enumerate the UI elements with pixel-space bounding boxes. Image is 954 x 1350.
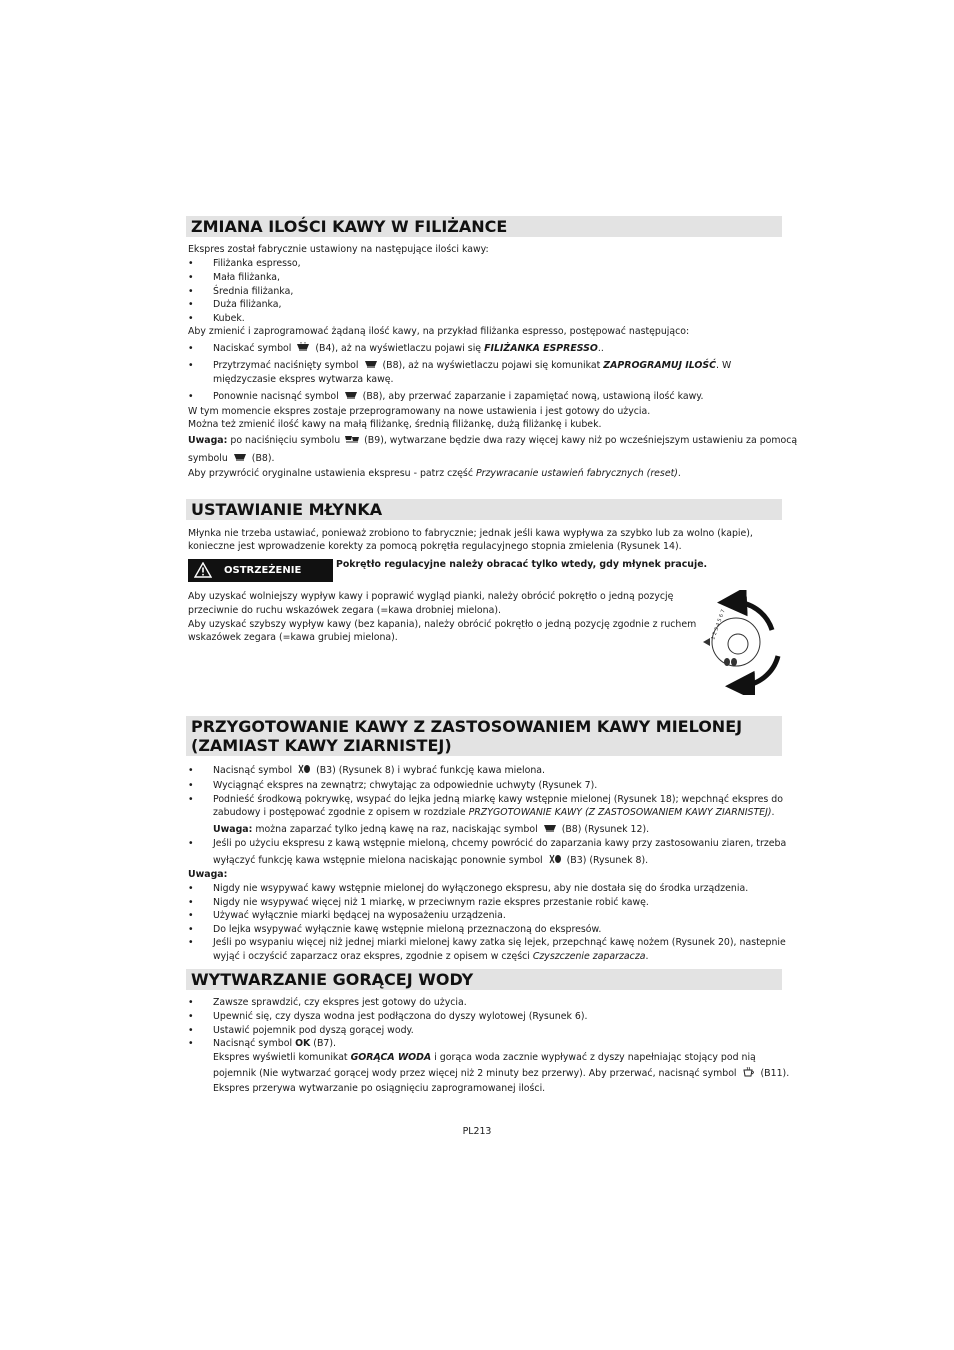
bullet: • [188, 997, 194, 1008]
note-item: Nigdy nie wsypywać kawy wstępnie mielonej do wyłączonego ekspresu, aby nie dostała się do środka urządzenia. [213, 883, 749, 894]
list-item: Filiżanka espresso, [213, 258, 301, 269]
section-reference: Czyszczenie zaparzacza [532, 951, 646, 962]
grinder-fast-2: wskazówek zegara (=kawa grubiej mielona). [188, 632, 398, 643]
ground-step-3: Podnieść środkową pokrywkę, wsypać do lejka jedną miarkę kawy wstępnie mielonej (Rysunek 18); wepchnąć ekspres do [213, 794, 783, 805]
bullet: • [188, 897, 194, 908]
bullet: • [188, 360, 194, 371]
hot-water-icon [742, 1067, 756, 1077]
ground-step-4: Jeśli po użyciu ekspresu z kawą wstępnie mieloną, chcemy powrócić do zaparzania kawy przy zastosowaniu ziaren, trzeba [213, 838, 787, 849]
step-text: (B7). [313, 1038, 336, 1049]
after-text-2: Można też zmienić ilość kawy na małą filiżankę, średnią filiżankę, dużą filiżankę i kubek. [188, 419, 602, 430]
bullet: • [188, 765, 194, 776]
bullet: • [188, 313, 194, 324]
note-text: wyjąć i oczyścić zaparzacz oraz ekspres, zgodnie z opisem w części [213, 951, 530, 962]
reset-text-part: Aby przywrócić oryginalne ustawienia ekspresu - patrz część [188, 468, 473, 479]
list-item: Duża filiżanka, [213, 299, 282, 310]
note-text: po naciśnięciu symbolu [230, 435, 341, 446]
bullet: • [188, 1025, 194, 1036]
note-item: Jeśli po wsypaniu więcej niż jednej miarki mielonej kawy zatka się lejek, przepchnąć kawę nożem (Rysunek 20), nastepnie [213, 937, 786, 948]
note-text: . [645, 951, 649, 962]
bullet: • [188, 838, 194, 849]
bullet: • [188, 1038, 194, 1049]
note-item: Nigdy nie wsypywać więcej niż 1 miarkę, w przeciwnym razie ekspres przestanie robić kawę. [213, 897, 649, 908]
note-label: Uwaga: [188, 435, 228, 446]
step-text: zabudowy i postępować zgodnie z opisem w rozdziale [213, 807, 466, 818]
heading-line-2: (ZAMIAST KAWY ZIARNISTEJ) [191, 736, 452, 755]
ok-label: OK [295, 1038, 311, 1049]
bullet: • [188, 794, 194, 805]
step-text: Nacisnąć symbol [213, 1038, 293, 1049]
water-cont-3: Ekspres przerywa wytwarzanie po osiągnięciu zaprogramowanej ilości. [213, 1083, 546, 1094]
ground-coffee-icon [548, 854, 562, 864]
bullet: • [188, 272, 194, 283]
warning-triangle-icon [194, 562, 212, 578]
step-text: (B4), aż na wyświetlaczu pojawi się [315, 343, 482, 354]
warning-label: OSTRZEŻENIE [224, 565, 302, 576]
reset-text [188, 467, 681, 481]
note-text: symbolu [188, 453, 228, 464]
step-text: . W [716, 360, 732, 371]
bullet: • [188, 924, 194, 935]
grinder-dial-icon [700, 590, 790, 695]
water-step-3: Ustawić pojemnik pod dyszą gorącej wody. [213, 1025, 414, 1036]
bullet: • [188, 299, 194, 310]
bullet: • [188, 258, 194, 269]
warning-box [188, 559, 333, 582]
step-text: (B8), aż na wyświetlaczu pojawi się komunikat [382, 360, 601, 371]
step-3 [213, 390, 703, 404]
step-text: wyłączyć funkcję kawa wstępnie mielona naciskając ponownie symbol [213, 855, 543, 866]
step-text: pojemnik (Nie wytwarzać gorącej wody przez więcej niż 2 minuty bez przerwy). Aby przerwać, nacisnąć symbol [213, 1068, 737, 1079]
espresso-cup-icon [296, 342, 310, 352]
chapter-reference: PRZYGOTOWANIE KAWY (Z ZASTOSOWANIEM KAWY ZIARNISTEJ) [468, 807, 772, 818]
ground-step-4-cont [213, 854, 648, 868]
note-text: (B8). [251, 453, 275, 464]
note-double-coffee-cont [188, 452, 274, 466]
espresso-cup-icon [344, 390, 358, 400]
step-text: Ekspres wyświetli komunikat [213, 1052, 348, 1063]
water-step-1: Zawsze sprawdzić, czy ekspres jest gotowy do użycia. [213, 997, 467, 1008]
espresso-cup-icon [364, 359, 378, 369]
warning-text: Pokrętło regulacyjne należy obracać tylko wtedy, gdy młynek pracuje. [336, 559, 708, 570]
note-text: (B8) (Rysunek 12). [561, 824, 650, 835]
step-1 [213, 342, 604, 356]
section-heading-coffee-quantity: ZMIANA ILOŚCI KAWY W FILIŻANCE [186, 216, 782, 237]
step-2-cont: międzyczasie ekspres wytwarza kawę. [213, 374, 394, 385]
step-text: .. [597, 343, 604, 354]
ground-step-1 [213, 764, 545, 778]
reset-text-part: . [677, 468, 681, 479]
step-text: Naciskać symbol [213, 343, 292, 354]
reset-reference: Przywracanie ustawień fabrycznych (reset) [475, 468, 678, 479]
ground-step-3-note [213, 823, 649, 837]
bullet: • [188, 883, 194, 894]
after-text-1: W tym momencie ekspres zostaje przeprogramowany na nowe ustawienia i jest gotowy do użycia. [188, 406, 651, 417]
ground-step-3-cont [213, 806, 775, 820]
grinder-slow-1: Aby uzyskać wolniejszy wypływ kawy i poprawić wygląd pianki, należy obrócić pokrętło o jedną pozycję [188, 591, 674, 602]
bullet: • [188, 937, 194, 948]
bullet: • [188, 343, 194, 354]
step-text: (B3) (Rysunek 8) i wybrać funkcję kawa mielona. [316, 765, 546, 776]
display-message: GORĄCA WODA [350, 1052, 432, 1063]
step-text: Nacisnąć symbol [213, 765, 293, 776]
espresso-cup-icon [233, 452, 247, 462]
list-item: Średnia filiżanka, [213, 286, 294, 297]
step-2 [213, 359, 731, 373]
water-cont-2 [213, 1067, 789, 1081]
note-double-coffee [188, 434, 797, 448]
step-text: (B8), aby przerwać zaparzanie i zapamiętać nową, ustawioną ilość kawy. [362, 391, 704, 402]
note-text: (B9), wytwarzane będzie dwa razy więcej kawy niż po wcześniejszym ustawieniu za pomocą [364, 435, 798, 446]
water-step-2: Upewnić się, czy dysza wodna jest podłączona do dyszy wylotowej (Rysunek 6). [213, 1011, 588, 1022]
notes-label: Uwaga: [188, 869, 228, 880]
display-message: FILIŻANKA ESPRESSO [484, 343, 598, 354]
section-heading-grinder: USTAWIANIE MŁYNKA [186, 499, 782, 520]
ground-coffee-icon [297, 764, 311, 774]
section-heading-ground-coffee [186, 716, 782, 756]
note-item: Używać wyłącznie miarki będącej na wyposażeniu urządzenia. [213, 910, 506, 921]
grinder-slow-2: przeciwnie do ruchu wskazówek zegara (=kawa drobniej mielona). [188, 605, 501, 616]
grinder-text-2: konieczne jest wprowadzenie korekty za pomocą pokrętła regulacyjnego stopnia zmielenia (Rysunek 14). [188, 541, 682, 552]
bullet: • [188, 1011, 194, 1022]
section-heading-hot-water: WYTWARZANIE GORĄCEJ WODY [186, 969, 782, 990]
dial-digits: 1 2 3 4 5 6 7 [710, 608, 727, 641]
list-item: Mała filiżanka, [213, 272, 280, 283]
bullet: • [188, 910, 194, 921]
bullet: • [188, 391, 194, 402]
ground-step-2: Wyciągnąć ekspres na zewnątrz; chwytając za odpowiednie uchwyty (Rysunek 7). [213, 780, 598, 791]
step-text: (B11). [760, 1068, 790, 1079]
page-number: PL213 [462, 1126, 492, 1137]
step-text: i gorąca woda zacznie wypływać z dyszy napełniając stojący pod nią [434, 1052, 756, 1063]
heading-line-1: PRZYGOTOWANIE KAWY Z ZASTOSOWANIEM KAWY MIELONEJ [191, 717, 743, 736]
note-text: można zaparzać tylko jedną kawę na raz, naciskając symbol [255, 824, 538, 835]
step-text: (B3) (Rysunek 8). [566, 855, 649, 866]
intro-text: Ekspres został fabrycznie ustawiony na następujące ilości kawy: [188, 244, 489, 255]
display-message: ZAPROGRAMUJ ILOŚĆ [603, 360, 717, 371]
water-step-4 [213, 1037, 336, 1051]
note-label: Uwaga: [213, 824, 253, 835]
espresso-cup-icon [543, 823, 557, 833]
note-item-cont [213, 950, 648, 964]
double-cup-icon [345, 434, 359, 444]
step-text: . [771, 807, 775, 818]
program-intro: Aby zmienić i zaprogramować żądaną ilość kawy, na przykład filiżanka espresso, postępować następująco: [188, 326, 690, 337]
bullet: • [188, 286, 194, 297]
grinder-text-1: Młynka nie trzeba ustawiać, ponieważ zrobiono to fabrycznie; jednak jeśli kawa wypływa za szybko lub za wolno (kapie), [188, 528, 753, 539]
step-text: Ponownie nacisnąć symbol [213, 391, 339, 402]
water-cont-1 [213, 1051, 756, 1065]
note-item: Do lejka wsypywać wyłącznie kawę wstępnie mieloną przeznaczoną do ekspresów. [213, 924, 602, 935]
list-item: Kubek. [213, 313, 245, 324]
step-text: Przytrzymać naciśnięty symbol [213, 360, 359, 371]
grinder-fast-1: Aby uzyskać szybszy wypływ kawy (bez kapania), należy obrócić pokrętło o jedną pozycję zgodnie z ruchem [188, 619, 697, 630]
bullet: • [188, 780, 194, 791]
